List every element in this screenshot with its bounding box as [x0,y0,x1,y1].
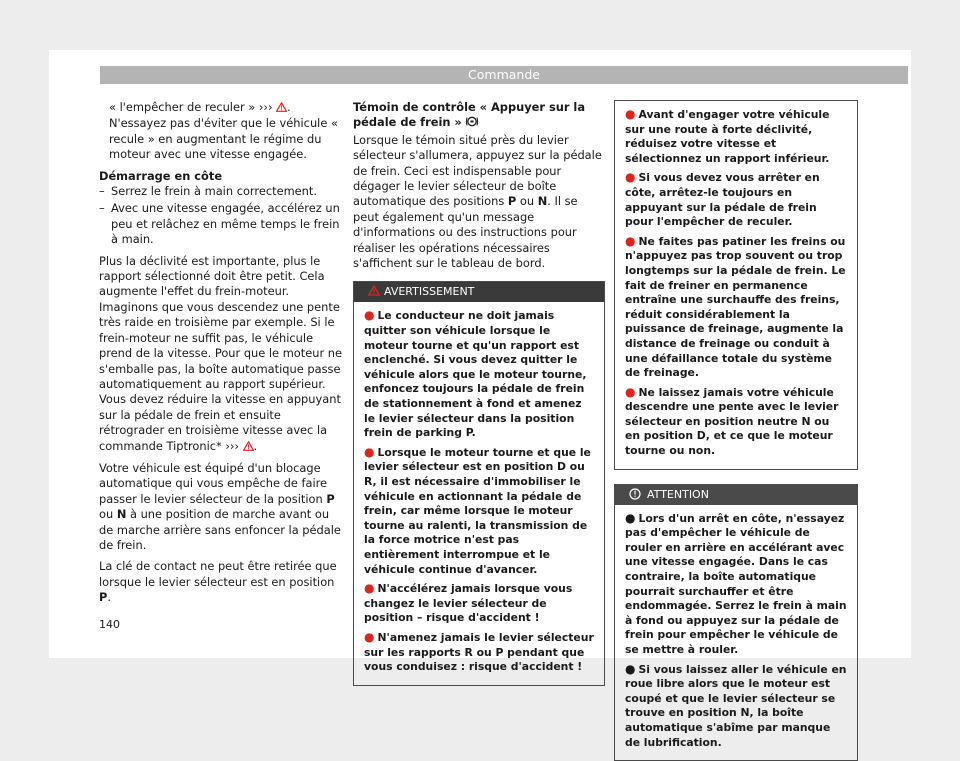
attention-box-body [615,505,857,761]
warning-text: Ne faites pas patiner les freins ou n'appuyez pas trop souvent ou trop longtemps sur la pédale de frein. Le fait de freiner en permanence entraîne une surchauffe des freins, réduit considérablement la puissance de freinage, augmente la distance de freinage ou conduit à une défaillance totale du système de freinage. [625,234,846,380]
manual-page [49,50,911,749]
section-title: Démarrage en côte [99,168,223,183]
list-item [625,107,847,166]
list-item [625,385,847,459]
warning-text: Ne laissez jamais votre véhicule descendre une pente avec le levier sélecteur en position neutre N ou en position D, et ce que le moteur tourne ou non. [625,385,839,458]
attention-text: Si vous laissez aller le véhicule en roue libre alors que le moteur est coupé et que le levier sélecteur se trouve en position N, la boîte automatique s'abîme par manque de lubrification. [625,662,847,749]
para-text: La clé de contact ne peut être retirée que lorsque le levier sélecteur est en position [99,559,337,589]
page-header: Commande [100,66,908,84]
indicator-title-text: Témoin de contrôle « Appuyer sur la pédale de frein » [353,100,586,130]
bullet-marker: ● [364,308,375,323]
paragraph-key [99,559,344,605]
paragraph-declivity [99,254,344,455]
warning-continued-body [615,101,857,469]
warning-label: AVERTISSEMENT [384,285,475,299]
para-text: Votre véhicule est équipé d'un blocage automatique qui vous empêche de faire passer le levier sélecteur de la position [99,460,328,506]
bullet-marker: ● [625,233,636,248]
attention-text: Lors d'un arrêt en côte, n'essayez pas d'empêcher le véhicule de rouler en arrière en accélérant avec une vitesse engagée. Dans le cas contraire, la boîte automatique pourrait surchauffer et être endommagée. Serrez le frein à main à fond ou appuyez sur la pédale de frein pour empêcher le véhicule de se mettre à rouler. [625,511,847,656]
attention-box-header [615,485,857,505]
warning-text: Avant d'engager votre véhicule sur une route à forte déclivité, réduisez votre vitesse et sélectionnez un rapport inférieur. [625,108,830,165]
gear-n: N [116,507,127,522]
bullet-marker: ● [364,581,375,596]
dash-marker: – [99,201,105,216]
bullet-marker: ● [625,661,636,676]
list-item [364,445,594,577]
warning-triangle-icon [276,101,287,116]
brake-pedal-indicator-icon [466,115,478,129]
intro-tail: . N'essayez pas d'éviter que le véhicule « recule » en augmentant le régime du moteur avec une vitesse engagée. [109,100,338,162]
warning-box-header [354,282,604,302]
para-text: à une position de marche avant ou de marche arrière sans enfoncer la pédale de frein. [99,507,341,552]
bullet-marker: ● [625,510,636,525]
list-item [99,184,344,199]
warning-box-body [354,302,604,684]
step-text: Serrez le frein à main correctement. [111,184,317,199]
attention-label: ATTENTION [647,487,709,501]
paragraph-blocking [99,461,344,553]
list-item [625,170,847,229]
page-number: 140 [99,618,120,631]
warning-triangle-icon [243,440,254,455]
list-item [99,201,344,247]
info-circle-icon [629,488,647,501]
warning-text: Si vous devez vous arrêter en côte, arrêtez-le toujours en appuyant sur la pédale de frein pour l'empêcher de reculer. [625,171,820,229]
body-text: ou [516,194,538,209]
warning-text: Lorsque le moteur tourne et que le levier sélecteur est en position D ou R, il est nécessaire d'immobiliser le véhicule en actionnant la pédale de frein, car même lorsque le moteur tourne au ralenti, la transmission de la force motrice n'est pas entièrement interrompue et le véhicule continue d'avancer. [364,445,591,576]
warning-text: Le conducteur ne doit jamais quitter son véhicule lorsque le moteur tourne et qu'un rapport est enclenché. Si vous devez quitter le véhicule alors que le moteur tourne, enfoncez toujours la pédale de frein de stationnement à fond et amenez le levier sélecteur dans la position frein de parking P. [364,309,587,440]
para-text: . [107,590,111,605]
para-text: ou [99,507,117,522]
list-item [625,511,847,658]
column-left [99,100,344,612]
dash-marker: – [99,184,105,199]
indicator-title [353,100,605,131]
warning-triangle-icon [368,285,384,298]
step-text: Avec une vitesse engagée, accélérez un peu et relâchez en même temps le frein à main. [111,201,340,247]
gear-p: P [99,590,108,605]
list-item [364,581,594,626]
intro-text: « l'empêcher de reculer » ››› [109,100,273,114]
gear-p: P [507,194,517,209]
bullet-marker: ● [625,107,636,121]
para-text: Plus la déclivité est importante, plus le rapport sélectionné doit être petit. Cela augmente l'effet du frein-moteur. Imaginons que vous descendez une pente très raide en troisième par exemple. Si le frein-moteur ne suffit pas, le véhicule prend de la vitesse. Pour que le moteur ne s'emballe pas, la boîte automatique passe automatiquement au rapport supérieur. Vous devez réduire la vitesse en appuyant sur la pédale de frein et ensuite rétrograder en troisième vitesse avec la commande Tiptronic* ››› [99,253,342,453]
bullet-marker: ● [364,444,375,459]
body-text: Lorsque le témoin situé près du levier sélecteur s'allumera, appuyez sur la pédale de frein. Ceci est indispensable pour dégager le levier sélecteur de boîte automatique des positions [353,132,602,209]
steps-list [99,184,344,248]
warning-text: N'accélérez jamais lorsque vous changez le levier sélecteur de position – risque d'accident ! [364,582,573,625]
bullet-marker: ● [364,629,375,644]
column-middle [353,100,605,686]
warning-box [353,281,605,685]
list-item [625,234,847,381]
list-item [625,662,847,751]
para-text: . [253,438,258,453]
body-text: . Il se peut également qu'un message d'informations ou des instructions pour réaliser les opérations nécessaires s'affichent sur le tableau de bord. [353,194,578,271]
gear-n: N [537,194,548,209]
list-item [364,308,594,440]
bullet-marker: ● [625,170,636,185]
attention-box [614,484,858,761]
intro-paragraph [99,100,344,163]
column-right [614,100,858,761]
warning-box-continued [614,100,858,470]
warning-text: N'amenez jamais le levier sélecteur sur les rapports R ou P pendant que vous conduisez : risque d'accident ! [364,630,594,674]
indicator-body [353,133,605,272]
list-item [364,630,594,675]
bullet-marker: ● [625,384,636,399]
gear-p: P [326,491,335,506]
